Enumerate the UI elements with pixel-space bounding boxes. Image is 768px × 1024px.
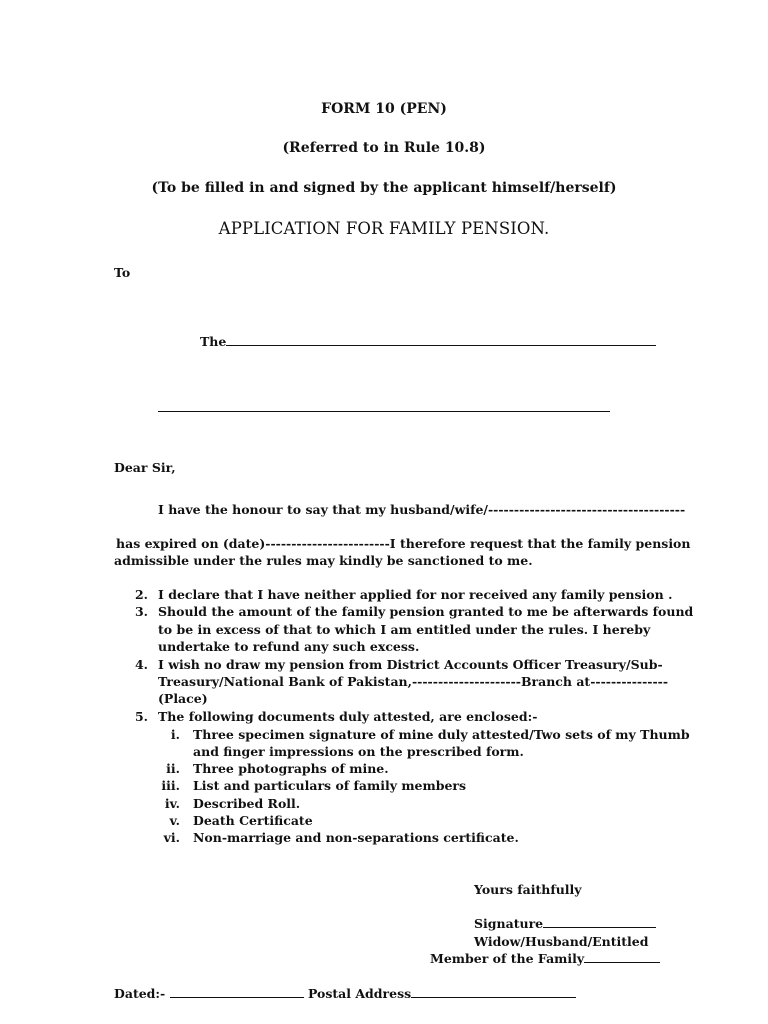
member-line [430,951,660,966]
instruction-text: (To be filled in and signed by the applicant himself/herself) [151,180,617,196]
date-blank[interactable] [170,986,304,998]
item-text: undertake to refund any such excess. [158,639,420,654]
the-label: The [200,334,227,349]
footer-line [114,986,576,1001]
to-label: To [114,265,131,280]
doc-text: Three specimen signature of mine duly attested/Two sets of my Thumb [193,727,690,742]
address-blank-line [158,400,610,415]
item-number: 2. [134,587,148,602]
doc-number: iv. [164,796,180,811]
item-text: I wish no draw my pension from District Accounts Officer Treasury/Sub- [158,657,663,672]
signature-blank[interactable] [543,916,656,928]
rule-reference: (Referred to in Rule 10.8) [282,140,486,156]
doc-text: Described Roll. [193,796,301,811]
signature-line [474,916,656,931]
addressee-blank[interactable] [226,334,656,346]
address-blank[interactable] [158,400,610,412]
item-text: (Place) [158,691,208,706]
postal-address-label: Postal Address [307,986,412,1001]
item-number: 4. [134,657,148,672]
member-label: Member of the Family [430,951,585,966]
salutation: Dear Sir, [114,460,176,475]
dated-label: Dated:- [114,986,166,1001]
item-number: 3. [134,604,148,619]
doc-number: vi. [163,830,180,845]
yours-faithfully: Yours faithfully [474,882,582,897]
doc-number: i. [170,727,180,742]
doc-text: List and particulars of family members [193,778,467,793]
form-number: FORM 10 (PEN) [321,101,447,117]
item-text: Should the amount of the family pension granted to me be afterwards found [158,604,694,619]
item-text: The following documents duly attested, are enclosed:- [158,709,538,724]
item-text: I declare that I have neither applied for nor received any family pension . [158,587,673,602]
item-text: Treasury/National Bank of Pakistan,---------------------Branch at--------------- [158,674,669,689]
body-para2-line2: admissible under the rules may kindly be sanctioned to me. [114,553,533,568]
doc-number: v. [169,813,180,828]
doc-text: Death Certificate [193,813,313,828]
item-number: 5. [134,709,148,724]
member-blank[interactable] [584,951,660,963]
doc-text: Three photographs of mine. [193,761,389,776]
widow-label: Widow/Husband/Entitled [474,934,649,949]
body-para1: I have the honour to say that my husband/wife/-------------------------------------- [158,502,686,517]
doc-number: iii. [161,778,180,793]
body-para2-line1: has expired on (date)------------------------I therefore request that the family pension [116,536,691,551]
doc-text: Non-marriage and non-separations certificate. [193,830,519,845]
page-title: APPLICATION FOR FAMILY PENSION. [218,219,550,238]
doc-text: and finger impressions on the prescribed form. [193,744,524,759]
signature-label: Signature [474,916,544,931]
doc-number: ii. [166,761,180,776]
the-line [200,334,656,349]
item-text: to be in excess of that to which I am entitled under the rules. I hereby [158,622,651,637]
postal-address-blank[interactable] [411,986,576,998]
